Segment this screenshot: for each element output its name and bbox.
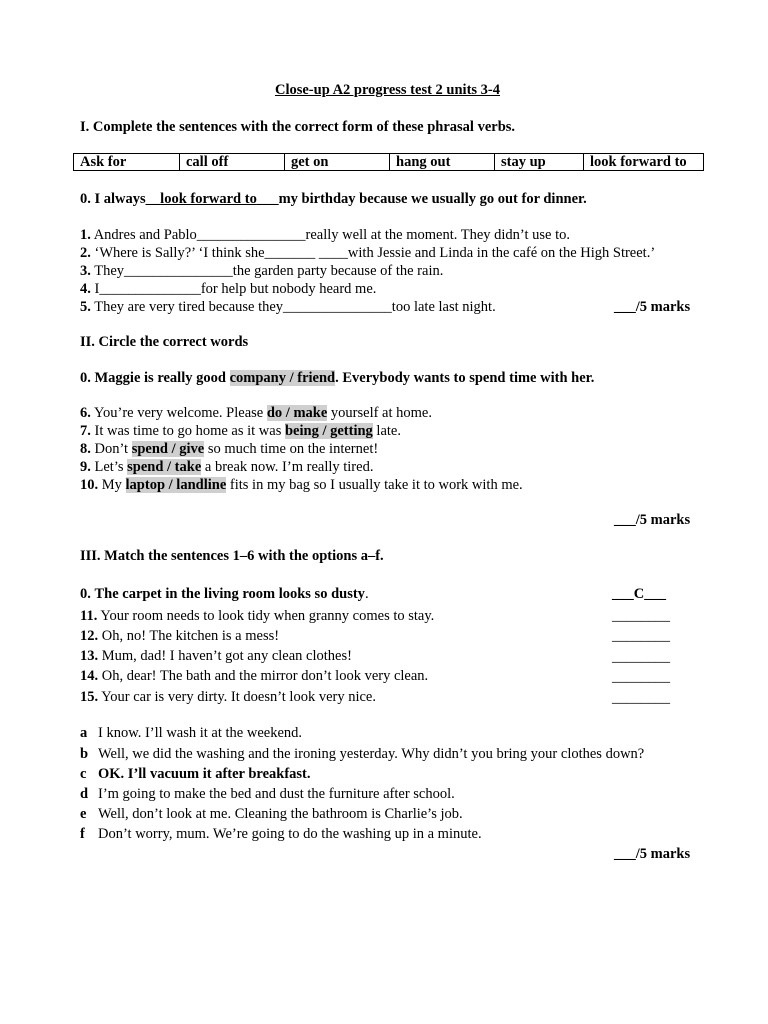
option-text: Don’t worry, mum. We’re going to do the washing up in a minute. <box>98 826 482 842</box>
item-number: 2. <box>80 245 91 261</box>
item-text: so much time on the internet! <box>204 441 379 457</box>
verb-cell: stay up <box>495 154 584 171</box>
word-options[interactable]: being / getting <box>284 423 373 439</box>
example-answer: ___C___ <box>612 586 666 602</box>
example-options: company / friend <box>229 370 336 386</box>
phrasal-verbs-box <box>73 153 704 171</box>
example-pre: I always__ <box>94 191 161 207</box>
item-text: Your car is very dirty. It doesn’t look very nice. <box>101 689 376 705</box>
section2-item <box>80 422 401 440</box>
word-options[interactable]: spend / give <box>131 441 205 457</box>
item-text: They are very tired because they_______________too late last night. <box>94 299 496 315</box>
section3-example <box>80 585 369 603</box>
section1-heading: I. Complete the sentences with the correct form of these phrasal verbs. <box>80 119 516 135</box>
page-title: Close-up A2 progress test 2 units 3-4 <box>274 82 501 98</box>
item-number: 5. <box>80 299 91 315</box>
option-item <box>80 825 482 843</box>
example-answer: look forward to <box>160 191 257 207</box>
section3-item <box>80 627 279 645</box>
verb-cell: Ask for <box>74 154 180 171</box>
answer-blank[interactable]: ________ <box>612 628 670 644</box>
item-text: Don’t <box>94 441 132 457</box>
option-text: I know. I’ll wash it at the weekend. <box>98 725 303 741</box>
section1-item <box>80 226 570 244</box>
option-letter: a <box>80 725 88 741</box>
answer-blank[interactable]: ________ <box>612 669 670 685</box>
item-text: late. <box>372 423 401 439</box>
verb-cell: hang out <box>390 154 495 171</box>
section3-item <box>80 647 352 665</box>
item-number: 12. <box>80 628 99 644</box>
item-text: . <box>364 586 369 602</box>
item-number: 3. <box>80 263 91 279</box>
option-text: I’m going to make the bed and dust the furniture after school. <box>98 786 455 802</box>
example-post: . Everybody wants to spend time with her. <box>335 370 595 386</box>
answer-blank[interactable]: ________ <box>612 649 670 665</box>
option-letter: e <box>80 806 87 822</box>
option-text: Well, we did the washing and the ironing yesterday. Why didn’t you bring your clothes down? <box>98 746 645 762</box>
item-number: 0. <box>80 586 91 602</box>
section1-item <box>80 244 655 262</box>
item-text: It was time to go home as it was <box>94 423 285 439</box>
section2-item <box>80 458 373 476</box>
answer-blank[interactable]: ________ <box>612 690 670 706</box>
item-number: 6. <box>80 405 91 421</box>
item-number: 0. <box>80 191 91 207</box>
word-options[interactable]: laptop / landline <box>125 477 227 493</box>
item-text: They_______________the garden party because of the rain. <box>94 263 444 279</box>
section1-item <box>80 262 443 280</box>
item-text: ‘Where is Sally?’ ‘I think she_______ ____with Jessie and Linda in the café on the High Street.’ <box>94 245 656 261</box>
section1-example <box>80 190 587 208</box>
item-text: Let’s <box>94 459 128 475</box>
item-number: 11. <box>80 608 98 624</box>
item-text: The carpet in the living room looks so dusty <box>94 586 365 602</box>
item-text: a break now. I’m really tired. <box>201 459 374 475</box>
word-options[interactable]: do / make <box>266 405 328 421</box>
section2-heading: II. Circle the correct words <box>80 334 249 350</box>
section3-item <box>80 667 428 685</box>
item-text: fits in my bag so I usually take it to work with me. <box>226 477 523 493</box>
section1-item <box>80 298 496 316</box>
item-text: Mum, dad! I haven’t got any clean clothes! <box>101 648 352 664</box>
option-item <box>80 765 311 783</box>
item-text: Your room needs to look tidy when granny comes to stay. <box>100 608 435 624</box>
item-number: 9. <box>80 459 91 475</box>
item-text: Andres and Pablo_______________really well at the moment. They didn’t use to. <box>93 227 570 243</box>
item-text: Oh, no! The kitchen is a mess! <box>101 628 280 644</box>
section3-marks: ___/5 marks <box>614 846 691 862</box>
section2-marks: ___/5 marks <box>614 512 691 528</box>
verb-cell: get on <box>285 154 390 171</box>
item-number: 1. <box>80 227 91 243</box>
verb-cell: call off <box>180 154 285 171</box>
section1-marks: ___/5 marks <box>614 299 691 315</box>
item-number: 15. <box>80 689 99 705</box>
answer-blank[interactable]: ________ <box>612 608 670 624</box>
item-number: 4. <box>80 281 91 297</box>
verb-cell: look forward to <box>584 154 704 171</box>
option-item <box>80 745 644 763</box>
section2-item <box>80 476 523 494</box>
section3-item <box>80 688 376 706</box>
item-number: 0. <box>80 370 91 386</box>
section3-heading: III. Match the sentences 1–6 with the options a–f. <box>80 548 384 564</box>
item-text: Oh, dear! The bath and the mirror don’t look very clean. <box>101 668 429 684</box>
section2-example <box>80 369 594 387</box>
item-text: yourself at home. <box>327 405 432 421</box>
option-item <box>80 805 463 823</box>
item-number: 8. <box>80 441 91 457</box>
example-pre: Maggie is really good <box>94 370 230 386</box>
example-post: ___my birthday because we usually go out for dinner. <box>256 191 587 207</box>
option-text: Well, don’t look at me. Cleaning the bathroom is Charlie’s job. <box>98 806 463 822</box>
option-text: OK. I’ll vacuum it after breakfast. <box>98 766 311 782</box>
option-letter: b <box>80 746 89 762</box>
item-number: 13. <box>80 648 99 664</box>
option-letter: f <box>80 826 85 842</box>
section1-item <box>80 280 376 298</box>
option-letter: d <box>80 786 89 802</box>
word-options[interactable]: spend / take <box>127 459 202 475</box>
section2-item <box>80 440 378 458</box>
section2-item <box>80 404 432 422</box>
option-letter: c <box>80 766 87 782</box>
option-item <box>80 785 455 803</box>
item-text: I______________for help but nobody heard me. <box>94 281 377 297</box>
item-text: My <box>101 477 126 493</box>
item-number: 7. <box>80 423 91 439</box>
item-number: 14. <box>80 668 99 684</box>
item-number: 10. <box>80 477 99 493</box>
item-text: You’re very welcome. Please <box>93 405 267 421</box>
section3-item <box>80 607 434 625</box>
option-item <box>80 724 302 742</box>
